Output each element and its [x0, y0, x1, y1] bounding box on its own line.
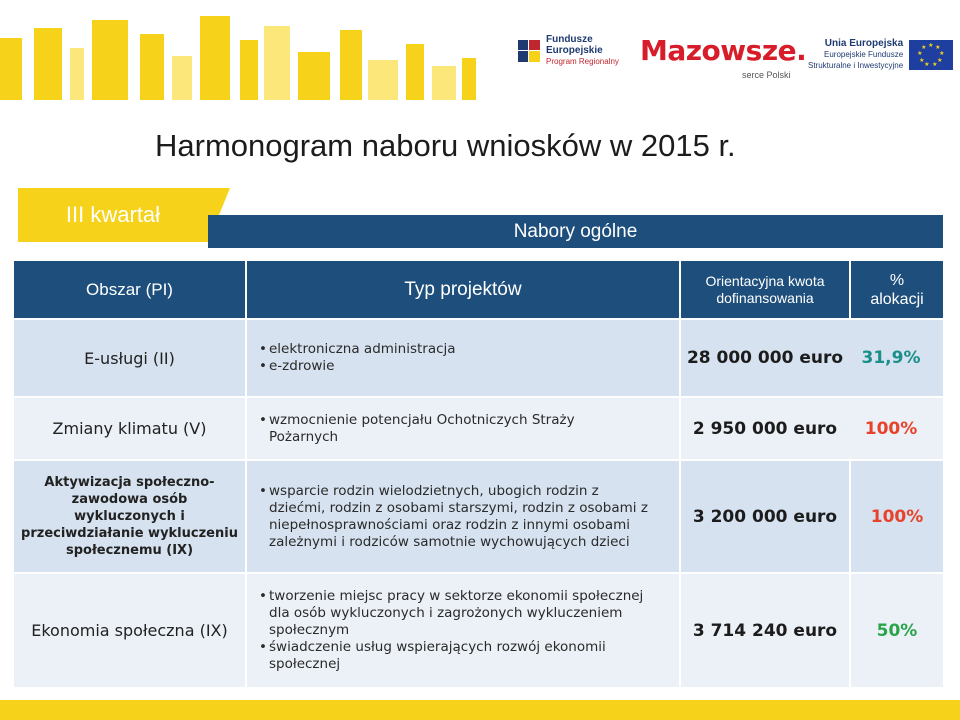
ue-line-2: Europejskie Fundusze: [824, 50, 904, 59]
decor-block: [462, 58, 476, 100]
row-2-area: Zmiany klimatu (V): [14, 398, 245, 459]
quarter-tab: III kwartał: [18, 188, 208, 242]
row-4-pct: 50%: [851, 574, 943, 687]
footer-strip: [0, 700, 960, 720]
row-2-pct: 100%: [864, 418, 918, 439]
ue-line-3: Strukturalne i Inwestycyjne: [808, 61, 904, 70]
row-1-types: [247, 320, 679, 396]
list-item: • tworzenie miejsc pracy w sektorze ekonomii społecznej dla osób wykluczonych i zagrożonych wykluczeniem społecznym: [259, 588, 664, 639]
ue-line-1: Unia Europejska: [824, 38, 904, 49]
header-pct-line-2: alokacji: [870, 290, 924, 308]
header-pct-line-1: %: [889, 271, 905, 289]
fe-line-3: Program Regionalny: [546, 57, 619, 66]
row-3-amount: 3 200 000 euro: [681, 461, 849, 572]
header-area: Obszar (PI): [14, 261, 245, 318]
header-banner: [0, 0, 960, 100]
row-4-types: [247, 574, 679, 687]
eu-flag-icon: ★ ★ ★ ★ ★ ★ ★ ★ ★: [909, 40, 953, 70]
mazowsze-wordmark: Mazowsze.: [640, 34, 807, 67]
list-item: • świadczenie usług wspierających rozwój ekonomii społecznej: [259, 639, 664, 673]
list-item: • wzmocnienie potencjału Ochotniczych Straży Pożarnych: [259, 412, 629, 446]
decor-block: [0, 38, 22, 100]
decor-block: [140, 34, 164, 100]
decor-block: [406, 44, 424, 100]
list-item: • wsparcie rodzin wielodzietnych, ubogich rodzin z dziećmi, rodzin z osobami starszymi, rodzin z osobami z niepełnosprawnościami oraz rodzin z innymi osobami zależnymi i rodziców samotnie wychowujących dzieci: [259, 483, 654, 551]
eu-logo: [808, 38, 953, 71]
row-4-amount: 3 714 240 euro: [681, 574, 849, 687]
decor-block: [240, 40, 258, 100]
decor-block: [432, 66, 456, 100]
row-2-types: [247, 398, 679, 459]
row-3-types: [247, 461, 679, 572]
row-2-amount: 2 950 000 euro: [692, 418, 838, 439]
decor-block: [298, 52, 330, 100]
decor-block: [368, 60, 398, 100]
row-1-area: E-usługi (II): [14, 320, 245, 396]
fundusze-europejskie-logo: [518, 34, 619, 67]
row-4-area: Ekonomia społeczna (IX): [14, 574, 245, 687]
decor-block: [172, 56, 192, 100]
header-pct: [851, 261, 943, 318]
decor-block: [92, 20, 128, 100]
section-banner: Nabory ogólne: [208, 215, 943, 248]
header-amount-line-1: Orientacyjna kwota: [705, 272, 825, 289]
schedule-table: [14, 261, 943, 687]
list-item: • e-zdrowie: [259, 358, 456, 375]
page-title: Harmonogram naboru wniosków w 2015 r.: [155, 128, 736, 163]
header-amount-line-2: dofinansowania: [716, 289, 814, 306]
decor-block: [70, 48, 84, 100]
row-1-amount: 28 000 000 euro: [686, 348, 844, 368]
decor-block: [264, 26, 290, 100]
row-1-pct: 31,9%: [861, 348, 921, 368]
row-3-area: Aktywizacja społeczno-zawodowa osób wykluczonych i przeciwdziałanie wykluczeniu społecznemu (IX): [14, 461, 245, 572]
fe-star-icon: [518, 40, 540, 62]
row-3-pct: 100%: [851, 461, 943, 572]
header-amount: [681, 261, 849, 318]
decor-block: [340, 30, 362, 100]
list-item: • elektroniczna administracja: [259, 341, 456, 358]
mazowsze-logo: [640, 34, 806, 67]
header-types: Typ projektów: [247, 261, 679, 318]
fe-line-2: Europejskie: [546, 45, 603, 56]
decor-block: [34, 28, 62, 100]
fe-line-1: Fundusze: [546, 34, 593, 45]
decor-block: [200, 16, 230, 100]
mazowsze-tagline: serce Polski: [742, 70, 791, 80]
